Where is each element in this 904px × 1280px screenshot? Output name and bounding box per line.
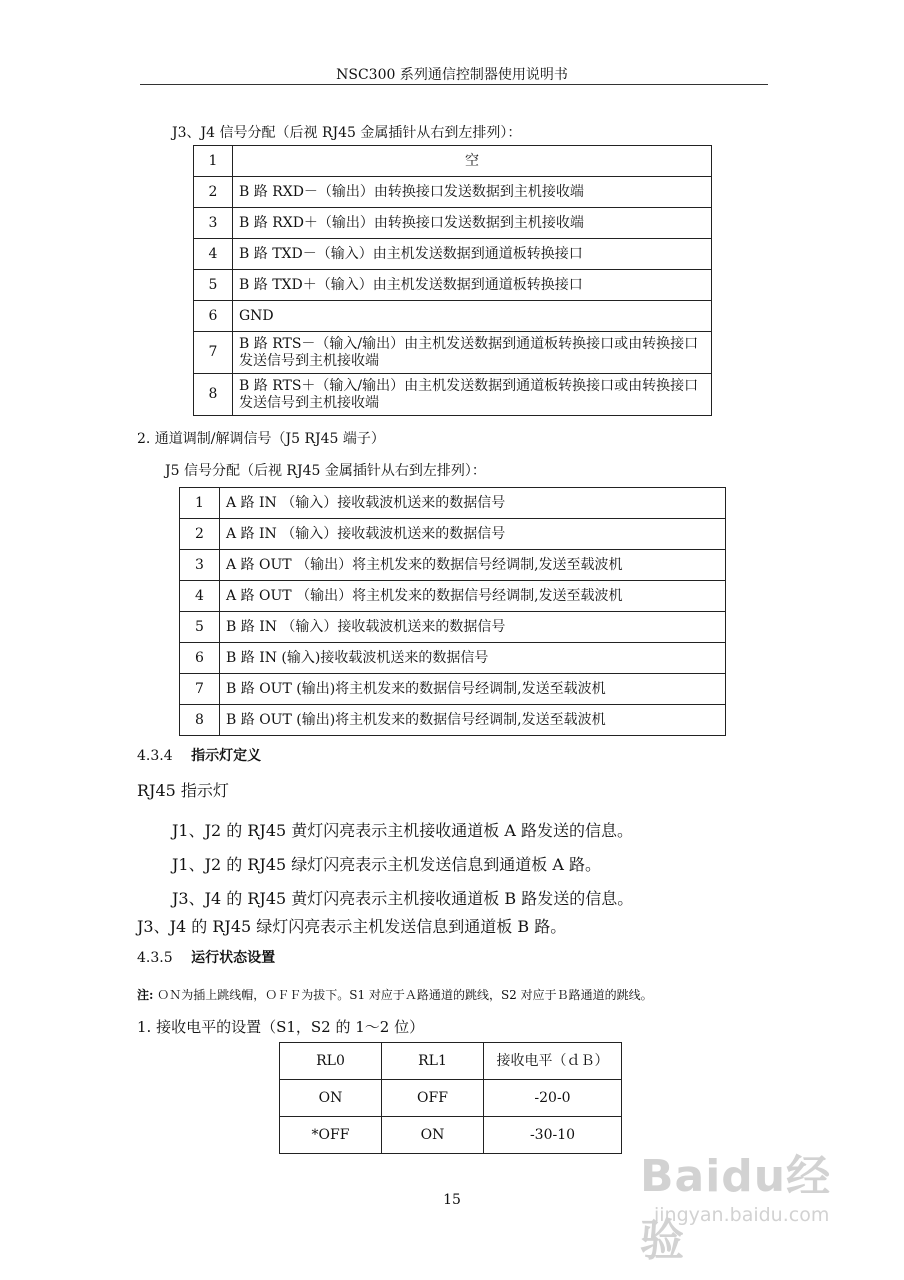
receive-level-table: [279, 1042, 622, 1154]
pin-number: 7: [194, 332, 233, 374]
table-row: [180, 581, 726, 612]
pin-description: B 路 RTS＋（输入/输出）由主机发送数据到通道板转换接口或由转换接口发送信号到主机接收端: [233, 374, 712, 416]
pin-number: 4: [194, 239, 233, 270]
table-row: [194, 374, 712, 416]
pin-description: B 路 IN （输入）接收载波机送来的数据信号: [220, 612, 726, 643]
table-row: [180, 488, 726, 519]
cell-rl1: ON: [382, 1117, 484, 1154]
pin-number: 3: [180, 550, 220, 581]
header-rule: [140, 84, 768, 85]
section-number: 4.3.5: [137, 950, 173, 966]
item-1-title: 1. 接收电平的设置（S1，S2 的 1～2 位）: [137, 1018, 425, 1036]
table-row: [194, 270, 712, 301]
pin-number: 1: [194, 146, 233, 177]
pin-number: 6: [180, 643, 220, 674]
cell-rl0: *OFF: [280, 1117, 382, 1154]
j34-signal-table: [193, 145, 712, 416]
section-435-heading: [137, 947, 275, 967]
section-2-title: 2. 通道调制/解调信号（J5 RJ45 端子）: [137, 431, 385, 447]
pin-number: 7: [180, 674, 220, 705]
pin-number: 6: [194, 301, 233, 332]
pin-description: B 路 OUT (输出)将主机发来的数据信号经调制,发送至载波机: [220, 705, 726, 736]
table-row: [194, 146, 712, 177]
cell-rl0: ON: [280, 1080, 382, 1117]
pin-description: A 路 IN （输入）接收载波机送来的数据信号: [220, 519, 726, 550]
pin-number: 3: [194, 208, 233, 239]
pin-number: 2: [194, 177, 233, 208]
table-row: [280, 1117, 622, 1154]
pin-description: B 路 RXD－（输出）由转换接口发送数据到主机接收端: [233, 177, 712, 208]
table-row: [280, 1080, 622, 1117]
led-line: J1、J2 的 RJ45 黄灯闪亮表示主机接收通道板 A 路发送的信息。: [172, 821, 633, 840]
page-number: 15: [443, 1192, 461, 1208]
pin-number: 1: [180, 488, 220, 519]
cell-level: -20-0: [484, 1080, 622, 1117]
pin-description: A 路 OUT （输出）将主机发来的数据信号经调制,发送至载波机: [220, 581, 726, 612]
note-text: ＯＮ为插上跳线帽，ＯＦＦ为拔下。S1 对应于Ａ路通道的跳线，S2 对应于Ｂ路通道的跳线。: [157, 988, 653, 1002]
led-line: J3、J4 的 RJ45 黄灯闪亮表示主机接收通道板 B 路发送的信息。: [172, 889, 634, 908]
table-row: [180, 643, 726, 674]
table-row: [180, 674, 726, 705]
running-header: NSC300 系列通信控制器使用说明书: [336, 67, 568, 83]
pin-number: 2: [180, 519, 220, 550]
table-row: [194, 332, 712, 374]
pin-description: B 路 TXD－（输入）由主机发送数据到通道板转换接口: [233, 239, 712, 270]
table-row: [180, 519, 726, 550]
section-number: 4.3.4: [137, 748, 173, 764]
led-line: J1、J2 的 RJ45 绿灯闪亮表示主机发送信息到通道板 A 路。: [172, 855, 601, 874]
pin-number: 5: [180, 612, 220, 643]
pin-description: B 路 TXD＋（输入）由主机发送数据到通道板转换接口: [233, 270, 712, 301]
section-434-heading: [137, 745, 261, 765]
pin-description: B 路 OUT (输出)将主机发来的数据信号经调制,发送至载波机: [220, 674, 726, 705]
table-row: [180, 612, 726, 643]
pin-number: 8: [194, 374, 233, 416]
header-rl1: RL1: [382, 1043, 484, 1080]
pin-number: 8: [180, 705, 220, 736]
note: [137, 986, 653, 1003]
table-row: [194, 177, 712, 208]
j5-signal-table: [179, 487, 726, 736]
pin-description: B 路 IN (输入)接收载波机送来的数据信号: [220, 643, 726, 674]
baidu-jingyan-watermark: [640, 1140, 860, 1266]
watermark-url: jingyan.baidu.com: [654, 1204, 830, 1226]
note-label: 注:: [137, 988, 154, 1002]
pin-number: 5: [194, 270, 233, 301]
cell-level: -30-10: [484, 1117, 622, 1154]
table-row: [180, 705, 726, 736]
pin-description: B 路 RTS－（输入/输出）由主机发送数据到通道板转换接口或由转换接口发送信号到主机接收端: [233, 332, 712, 374]
table-row: [280, 1043, 622, 1080]
led-line: J3、J4 的 RJ45 绿灯闪亮表示主机发送信息到通道板 B 路。: [137, 917, 567, 936]
pin-description: A 路 OUT （输出）将主机发来的数据信号经调制,发送至载波机: [220, 550, 726, 581]
pin-number: 4: [180, 581, 220, 612]
pin-description: GND: [233, 301, 712, 332]
table-row: [180, 550, 726, 581]
header-rl0: RL0: [280, 1043, 382, 1080]
table-row: [194, 208, 712, 239]
section-title: 运行状态设置: [191, 950, 276, 966]
pin-description: B 路 RXD＋（输出）由转换接口发送数据到主机接收端: [233, 208, 712, 239]
cell-rl1: OFF: [382, 1080, 484, 1117]
j34-caption: J3、J4 信号分配（后视 RJ45 金属插针从右到左排列）：: [172, 125, 522, 141]
header-receive-level: 接收电平（ｄＢ）: [484, 1043, 622, 1080]
table-row: [194, 239, 712, 270]
section-title: 指示灯定义: [191, 748, 262, 764]
j5-caption: J5 信号分配（后视 RJ45 金属插针从右到左排列）：: [165, 463, 486, 479]
rj45-indicator-title: RJ45 指示灯: [137, 781, 229, 800]
pin-description: A 路 IN （输入）接收载波机送来的数据信号: [220, 488, 726, 519]
table-row: [194, 301, 712, 332]
watermark-logo-text: Baidu经验: [640, 1151, 832, 1266]
pin-description: 空: [233, 146, 712, 177]
